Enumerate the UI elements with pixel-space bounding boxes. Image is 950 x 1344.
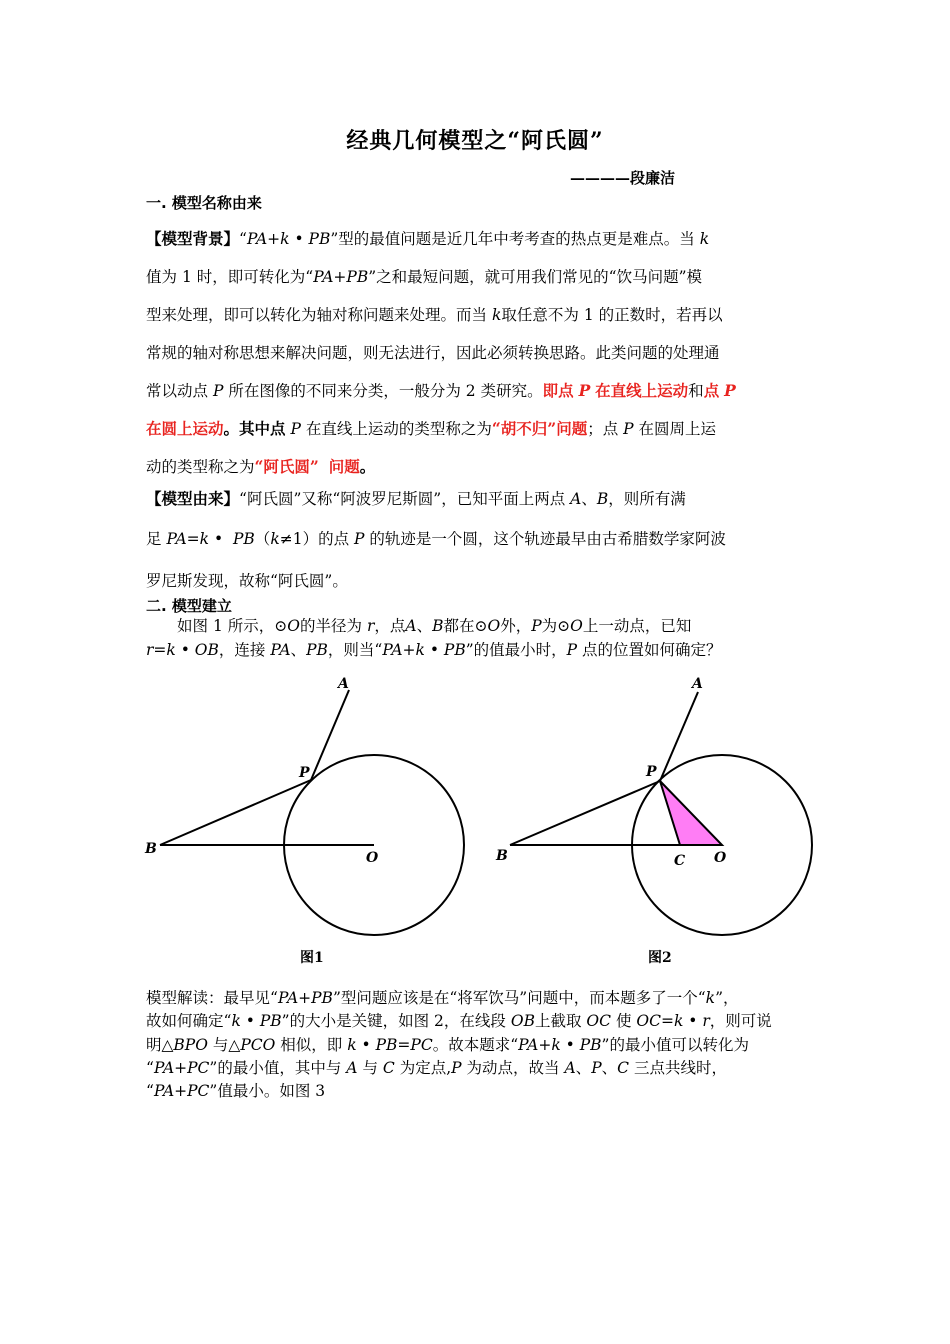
fig2-label-a: A xyxy=(692,676,703,692)
fig2-label-c: C xyxy=(674,853,686,869)
text-line: 【模型背景】“PA+k • PB”型的最值问题是近几年中考考查的热点更是难点。当 k xyxy=(146,229,710,248)
text-line: 型来处理，即可以转化为轴对称问题来处理。而当 k取任意不为 1 的正数时，若再以 xyxy=(146,306,723,324)
text-line: 动的类型称之为“阿氏圆” 问题。 xyxy=(146,457,376,476)
paragraph-problem xyxy=(146,614,810,662)
figure-1 xyxy=(144,676,464,966)
text-line: “PA+PC”值最小。如图 3 xyxy=(146,1082,326,1101)
page-title: 经典几何模型之“阿氏圆” xyxy=(346,128,604,154)
section-heading-2: 二. 模型建立 xyxy=(146,597,232,615)
fig1-label-p: P xyxy=(299,765,310,781)
fig1-label-b: B xyxy=(145,841,157,857)
text-line: 罗尼斯发现，故称“阿氏圆”。 xyxy=(146,572,348,590)
fig1-caption: 图1 xyxy=(300,950,324,966)
paragraph-model-background xyxy=(146,224,810,490)
text-line: 常规的轴对称思想来解决问题，则无法进行，因此必须转换思路。此类问题的处理通 xyxy=(146,344,720,362)
fig2-label-o: O xyxy=(714,850,727,866)
text-line: 值为 1 时，即可转化为“PA+PB”之和最短问题，就可用我们常见的“饮马问题”模 xyxy=(146,268,702,286)
fig1-label-a: A xyxy=(338,676,349,692)
text-line: 常以动点 P 所在图像的不同来分类，一般分为 2 类研究。即点 P 在直线上运动和点 P xyxy=(146,381,736,400)
text-line: 足 PA=k • PB（k≠1）的点 P 的轨迹是一个圆，这个轨迹最早由古希腊数学家阿波 xyxy=(146,530,726,548)
fig1-segment-bp xyxy=(160,780,311,845)
fig2-label-b: B xyxy=(496,848,508,864)
origin-label: 【模型由来】 xyxy=(146,489,240,508)
bg-label: 【模型背景】 xyxy=(146,229,240,248)
fig2-shaded-triangle-pco xyxy=(660,781,722,845)
fig2-caption: 图2 xyxy=(648,950,672,966)
text-line: 【模型由来】“阿氏圆”又称“阿波罗尼斯圆”，已知平面上两点 A、B，则所有满 xyxy=(146,489,686,508)
section-heading-1: 一. 模型名称由来 xyxy=(146,194,262,212)
text-line: 故如何确定“k • PB”的大小是关键，如图 2，在线段 OB上截取 OC 使 OC=k • r，则可说 xyxy=(146,1012,772,1031)
text-line: 在圆上运动。其中点 P 在直线上运动的类型称之为“胡不归”问题；点 P 在圆周上运 xyxy=(146,419,717,438)
fig1-label-o: O xyxy=(366,850,379,866)
author-line: ————段廉洁 xyxy=(570,169,676,187)
paragraph-model-origin xyxy=(146,486,810,596)
figure-2 xyxy=(495,676,812,966)
text-line: “PA+PC”的最小值，其中与 A 与 C 为定点,P 为动点，故当 A、P、C 三点共线时， xyxy=(146,1058,727,1077)
paragraph-interpretation xyxy=(146,987,810,1103)
fig2-segment-pa xyxy=(660,692,698,781)
geometry-figures xyxy=(140,668,820,973)
text-line: r=k • OB，连接 PA、PB，则当“PA+k • PB”的值最小时，P 点的位置如何确定？ xyxy=(146,641,722,659)
text-line: 如图 1 所示，⊙O的半径为 r，点A、B都在⊙O外，P为⊙O上一动点，已知 xyxy=(177,617,692,635)
text-line: 明△BPO 与△PCO 相似，即 k • PB=PC。故本题求“PA+k • PB”的最小值可以转化为 xyxy=(146,1035,749,1054)
text-line: 模型解读：最早见“PA+PB”型问题应该是在“将军饮马”问题中，而本题多了一个“k”， xyxy=(146,989,739,1007)
fig2-label-p: P xyxy=(646,764,657,780)
